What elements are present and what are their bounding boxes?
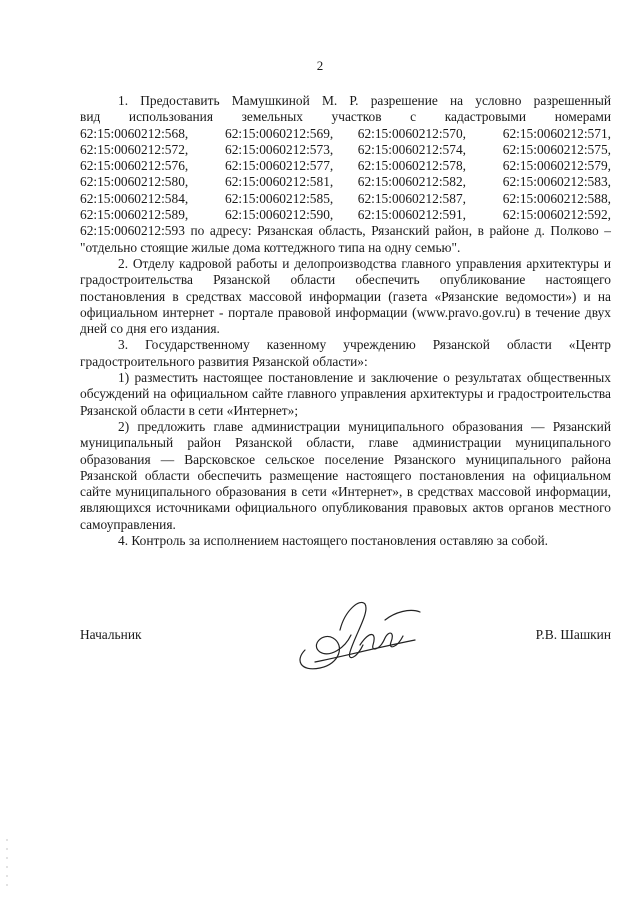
cadastral-number: 62:15:0060212:579, (502, 158, 611, 174)
cadastral-number: 62:15:0060212:588, (502, 190, 611, 206)
scan-margin-marks (4, 835, 10, 895)
cadastral-number: 62:15:0060212:576, (80, 158, 189, 174)
cadastral-number: 62:15:0060212:571, (502, 125, 611, 141)
cadastral-number: 62:15:0060212:584, (80, 190, 189, 206)
item-4: 4. Контроль за исполнением настоящего постановления оставляю за собой. (118, 533, 549, 549)
cadastral-number: 62:15:0060212:577, (225, 158, 334, 174)
cadastral-number: 62:15:0060212:589, (80, 207, 189, 223)
cadastral-row (80, 207, 611, 223)
document-body (80, 93, 611, 549)
cadastral-number: 62:15:0060212:591, (357, 207, 466, 223)
cadastral-number: 62:15:0060212:570, (357, 125, 466, 141)
item-1-line-1: 1. Предоставить Мамушкиной М. Р. разрешение на условно разрешенный (118, 93, 611, 108)
item-3-sub-1: 1) разместить настоящее постановление и заключение о результатах общественных обсуждений на официальном сайте главного управления архитектуры и градостроительства Рязанской области в сети «Интернет»; (80, 370, 611, 418)
cadastral-number: 62:15:0060212:592, (502, 207, 611, 223)
cadastral-number: 62:15:0060212:590, (225, 207, 334, 223)
cadastral-number: 62:15:0060212:572, (80, 141, 189, 157)
cadastral-row (80, 142, 611, 158)
cadastral-number: 62:15:0060212:580, (80, 174, 189, 190)
cadastral-number: 62:15:0060212:582, (357, 174, 466, 190)
cadastral-row (80, 191, 611, 207)
item-1-line-2: вид использования земельных участков с кадастровыми номерами (80, 109, 611, 125)
signature-block (80, 627, 611, 645)
cadastral-number: 62:15:0060212:581, (225, 174, 334, 190)
cadastral-number: 62:15:0060212:587, (357, 190, 466, 206)
signer-name: Р.В. Шашкин (535, 627, 611, 642)
item-3-intro: 3. Государственному казенному учреждению Рязанской области «Центр градостроительного развития Рязанской области»: (80, 337, 611, 369)
item-1 (80, 93, 611, 256)
cadastral-number: 62:15:0060212:575, (502, 141, 611, 157)
cadastral-number: 62:15:0060212:569, (225, 125, 334, 141)
cadastral-number: 62:15:0060212:568, (80, 125, 189, 141)
item-2: 2. Отделу кадровой работы и делопроизводства главного управления архитектуры и градостроительства Рязанской области обеспечить опубликование настоящего постановления в средствах массовой информации (газета «Рязанские ведомости») и на официальном интернет - портале правовой информации (www.pravo.gov.ru) в течение двух дней со дня его издания. (80, 255, 611, 337)
page-number: 2 (316, 58, 324, 73)
cadastral-number: 62:15:0060212:578, (357, 158, 466, 174)
cadastral-number: 62:15:0060212:583, (502, 174, 611, 190)
cadastral-number: 62:15:0060212:585, (225, 190, 334, 206)
item-3 (80, 337, 611, 533)
cadastral-row (80, 174, 611, 190)
item-3-sub-2: 2) предложить главе администрации муниципального образования — Рязанский муниципальный район Рязанской области, главе администрации муниципального образования — Варсковское сельское поселение Рязанского муниципального района Рязанской области обеспечить размещение настоящего постановления на официальном сайте муниципального образования в сети «Интернет», в средствах массовой информации, являющихся источниками официального опубликования правовых актов органов местного самоуправления. (80, 418, 611, 532)
cadastral-row (80, 126, 611, 142)
cadastral-number: 62:15:0060212:573, (225, 141, 334, 157)
cadastral-number: 62:15:0060212:574, (357, 141, 466, 157)
position-title: Начальник (80, 627, 142, 642)
cadastral-numbers-table (80, 126, 611, 224)
item-1-tail: 62:15:0060212:593 по адресу: Рязанская область, Рязанский район, в районе д. Полково – "отдельно стоящие жилые дома коттеджного типа на одну семью". (80, 223, 611, 255)
cadastral-row (80, 158, 611, 174)
